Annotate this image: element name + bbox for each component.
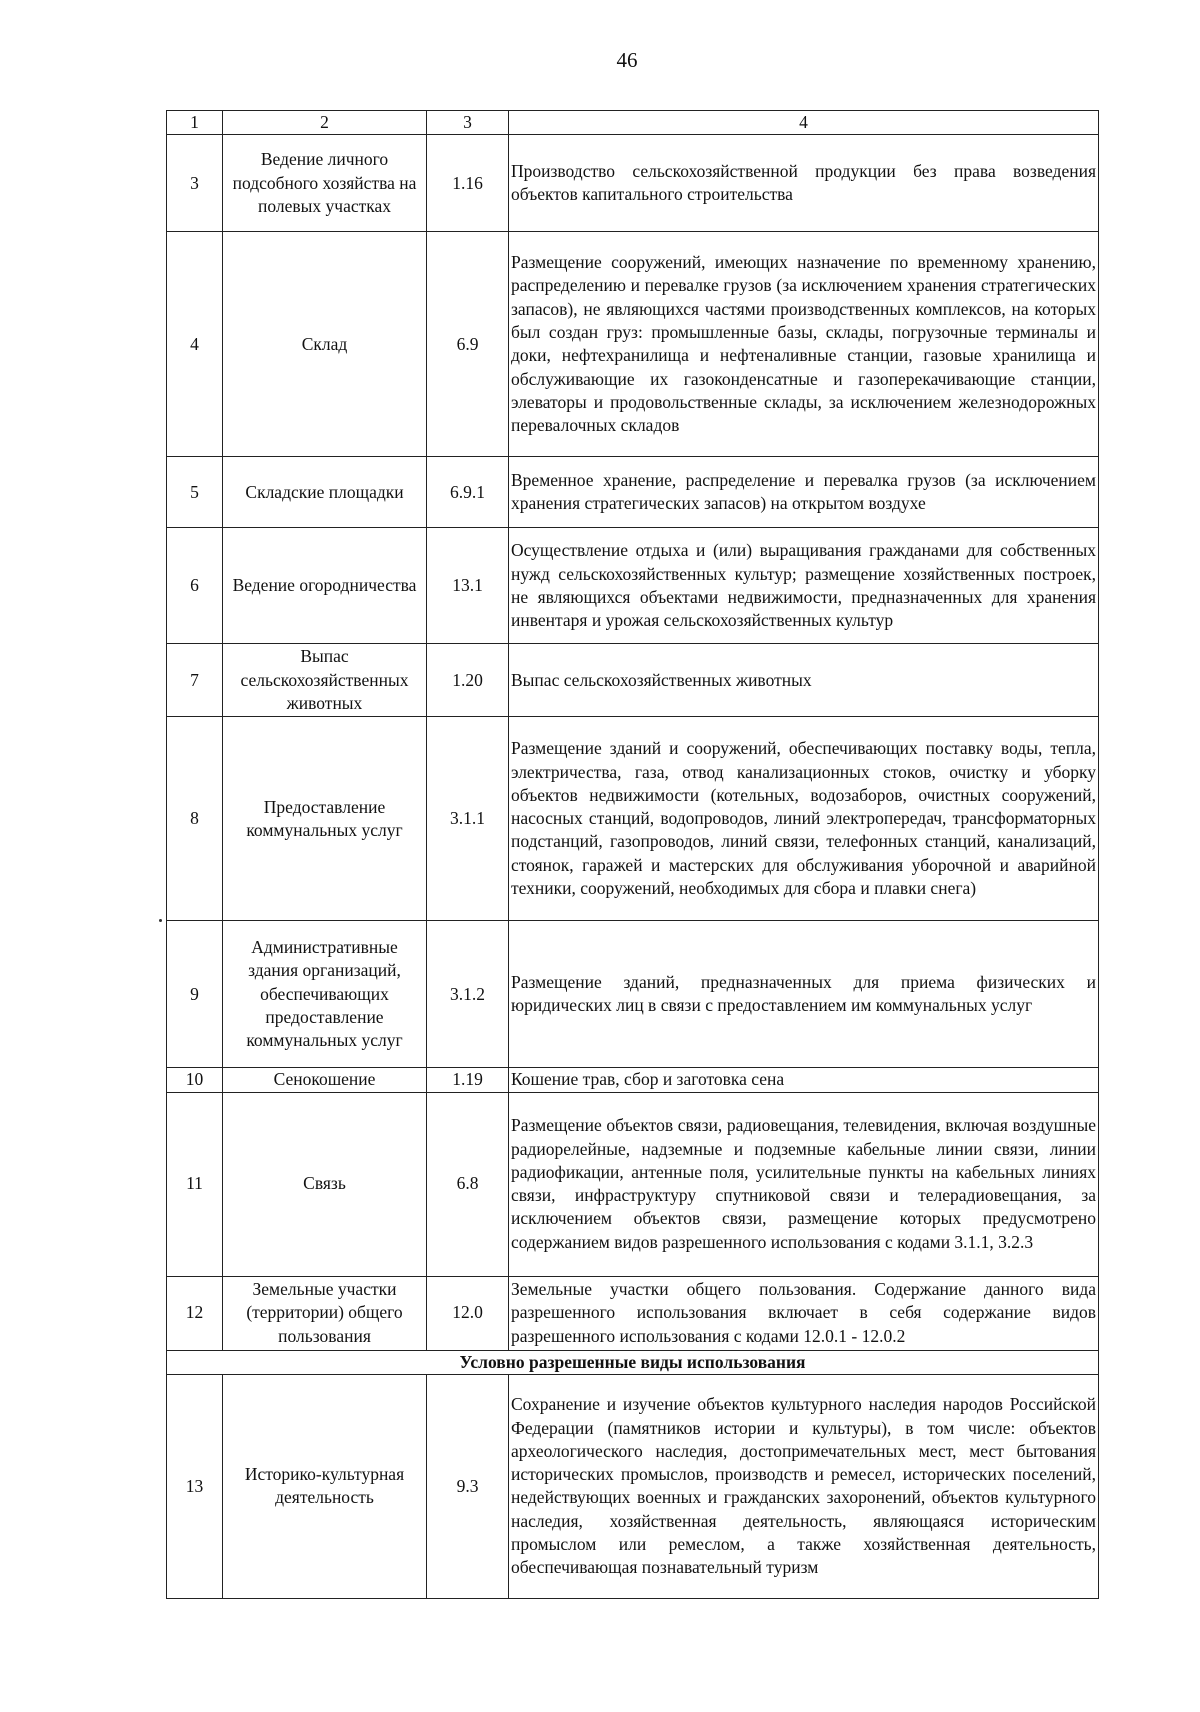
classifier-code: 13.1	[427, 528, 509, 644]
use-type-name: Ведение огородничества	[223, 528, 427, 644]
table-row	[167, 135, 1099, 232]
table-row	[167, 717, 1099, 921]
classifier-code: 6.9	[427, 232, 509, 457]
row-number: 4	[167, 232, 223, 457]
use-description: Земельные участки общего пользования. Содержание данного вида разрешенного использования включает в себя содержание видов разрешенного использования с кодами 12.0.1 - 12.0.2	[509, 1276, 1099, 1350]
row-number: 11	[167, 1092, 223, 1276]
use-type-name: Историко-культурная деятельность	[223, 1374, 427, 1598]
table-row	[167, 921, 1099, 1068]
classifier-code: 1.16	[427, 135, 509, 232]
table-row	[167, 1092, 1099, 1276]
use-description: Размещение объектов связи, радиовещания, телевидения, включая воздушные радиорелейные, надземные и подземные кабельные линии связи, линии радиофикации, антенные поля, усилительные пункты на кабельных линиях связи, инфраструктуру спутниковой связи и телерадиовещания, за исключением объектов связи, размещение которых предусмотрено содержанием видов разрешенного использования с кодами 3.1.1, 3.2.3	[509, 1092, 1099, 1276]
classifier-code: 6.9.1	[427, 457, 509, 528]
use-description: Выпас сельскохозяйственных животных	[509, 644, 1099, 717]
use-type-name: Выпас сельскохозяйственных животных	[223, 644, 427, 717]
section-header-row	[167, 1350, 1099, 1374]
use-description: Временное хранение, распределение и перевалка грузов (за исключением хранения стратегических запасов) на открытом воздухе	[509, 457, 1099, 528]
use-type-name: Земельные участки (территории) общего пользования	[223, 1276, 427, 1350]
use-description: Кошение трав, сбор и заготовка сена	[509, 1068, 1099, 1092]
page-number: 46	[616, 48, 638, 72]
use-description: Производство сельскохозяйственной продукции без права возведения объектов капитального строительства	[509, 135, 1099, 232]
table-row	[167, 1374, 1099, 1598]
row-number: 10	[167, 1068, 223, 1092]
classifier-code: 1.19	[427, 1068, 509, 1092]
land-use-table	[166, 110, 1099, 1599]
use-type-name: Предоставление коммунальных услуг	[223, 717, 427, 921]
classifier-code: 3.1.2	[427, 921, 509, 1068]
column-header: 2	[223, 111, 427, 135]
table-row	[167, 1276, 1099, 1350]
use-type-name: Связь	[223, 1092, 427, 1276]
classifier-code: 1.20	[427, 644, 509, 717]
row-number: 9	[167, 921, 223, 1068]
use-type-name: Административные здания организаций, обеспечивающих предоставление коммунальных услуг	[223, 921, 427, 1068]
table-row	[167, 232, 1099, 457]
section-title: Условно разрешенные виды использования	[167, 1350, 1099, 1374]
scan-speck	[159, 919, 162, 922]
classifier-code: 12.0	[427, 1276, 509, 1350]
column-header: 1	[167, 111, 223, 135]
use-type-name: Складские площадки	[223, 457, 427, 528]
row-number: 3	[167, 135, 223, 232]
table-row	[167, 1068, 1099, 1092]
column-number-row	[167, 111, 1099, 135]
use-type-name: Склад	[223, 232, 427, 457]
table-row	[167, 644, 1099, 717]
classifier-code: 6.8	[427, 1092, 509, 1276]
use-description: Сохранение и изучение объектов культурного наследия народов Российской Федерации (памятников истории и культуры), в том числе: объектов археологического наследия, достопримечательных мест, мест бытования исторических промыслов, производств и ремесел, исторических поселений, недействующих военных и гражданских захоронений, объектов культурного наследия, хозяйственная деятельность, являющаяся историческим промыслом или ремеслом, а также хозяйственная деятельность, обеспечивающая познавательный туризм	[509, 1374, 1099, 1598]
row-number: 12	[167, 1276, 223, 1350]
use-type-name: Ведение личного подсобного хозяйства на полевых участках	[223, 135, 427, 232]
use-type-name: Сенокошение	[223, 1068, 427, 1092]
row-number: 8	[167, 717, 223, 921]
column-header: 4	[509, 111, 1099, 135]
row-number: 5	[167, 457, 223, 528]
row-number: 6	[167, 528, 223, 644]
use-description: Размещение зданий и сооружений, обеспечивающих поставку воды, тепла, электричества, газа, отвод канализационных стоков, очистку и уборку объектов недвижимости (котельных, водозаборов, очистных сооружений, насосных станций, водопроводов, линий электропередач, трансформаторных подстанций, газопроводов, линий связи, телефонных станций, канализаций, стоянок, гаражей и мастерских для обслуживания уборочной и аварийной техники, сооружений, необходимых для сбора и плавки снега)	[509, 717, 1099, 921]
row-number: 7	[167, 644, 223, 717]
use-description: Размещение зданий, предназначенных для приема физических и юридических лиц в связи с предоставлением им коммунальных услуг	[509, 921, 1099, 1068]
classifier-code: 9.3	[427, 1374, 509, 1598]
use-description: Осуществление отдыха и (или) выращивания гражданами для собственных нужд сельскохозяйственных культур; размещение хозяйственных построек, не являющихся объектами недвижимости, предназначенных для хранения инвентаря и урожая сельскохозяйственных культур	[509, 528, 1099, 644]
classifier-code: 3.1.1	[427, 717, 509, 921]
column-header: 3	[427, 111, 509, 135]
table-row	[167, 457, 1099, 528]
row-number: 13	[167, 1374, 223, 1598]
use-description: Размещение сооружений, имеющих назначение по временному хранению, распределению и перевалке грузов (за исключением хранения стратегических запасов), не являющихся частями производственных комплексов, на которых был создан груз: промышленные базы, склады, погрузочные терминалы и доки, нефтехранилища и нефтеналивные станции, газовые хранилища и обслуживающие их газоконденсатные и газоперекачивающие станции, элеваторы и продовольственные склады, за исключением железнодорожных перевалочных складов	[509, 232, 1099, 457]
table-row	[167, 528, 1099, 644]
